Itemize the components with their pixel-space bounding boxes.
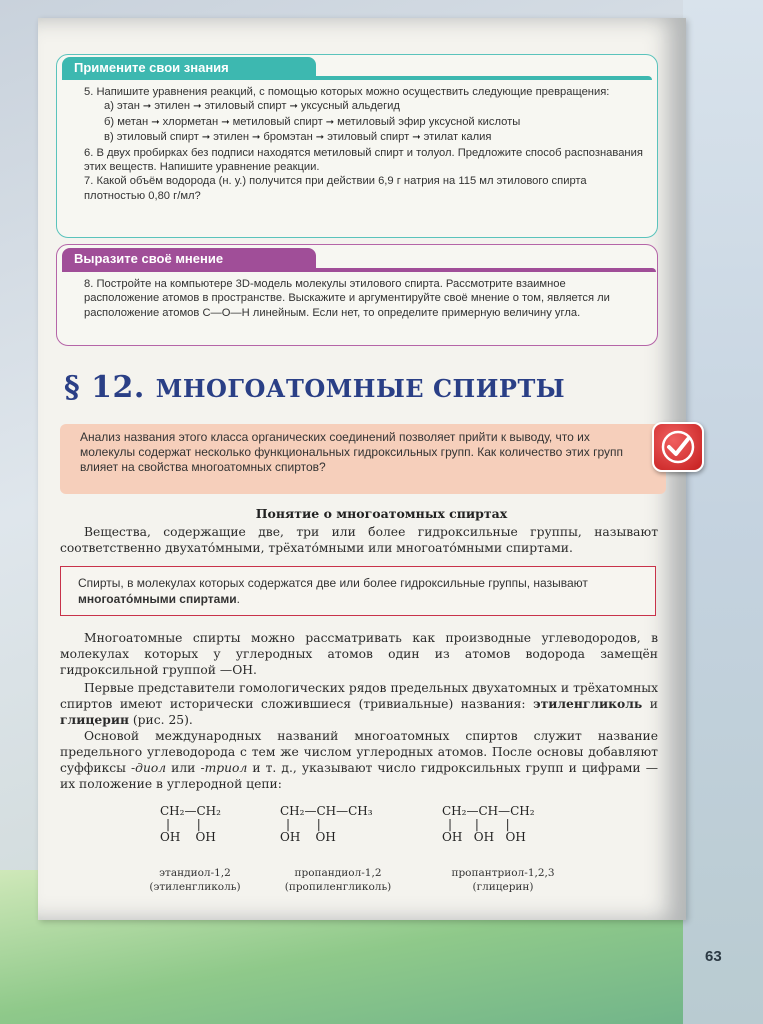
definition-text bbox=[78, 575, 644, 607]
definition-term: многоато́мными спиртами bbox=[78, 592, 237, 606]
arrow-right-icon: ➞ bbox=[325, 116, 335, 128]
question-5: 5. Напишите уравнения реакций, с помощью которых можно осуществить следующие превращения: bbox=[84, 86, 610, 98]
suffix-diol: -диол bbox=[131, 761, 167, 775]
formula-caption-2 bbox=[278, 866, 398, 894]
formula-propanetriol bbox=[442, 804, 535, 844]
chain-b bbox=[84, 115, 644, 130]
formula-name: этандиол-1,2 bbox=[159, 867, 231, 879]
formula-trivial: (глицерин) bbox=[472, 881, 534, 893]
question-6: 6. В двух пробирках без подписи находятся метиловый спирт и толуол. Предложите способ распознавания этих веществ. Напишите уравнение реакции. bbox=[84, 146, 643, 174]
subheading: Понятие о многоатомных спиртах bbox=[255, 506, 508, 521]
formula-bottom: OH OH OH bbox=[442, 830, 526, 844]
paragraph-3 bbox=[60, 680, 658, 728]
intro-text: Анализ названия этого класса органических соединений позволяет прийти к выводу, что их молекулы содержат несколько функциональных гидроксильных групп. Как количество этих групп влияет на свойства многоатомных спиртов? bbox=[80, 430, 623, 474]
formula-name: пропандиол-1,2 bbox=[294, 867, 382, 879]
opinion-tab: Выразите своё мнение bbox=[62, 248, 316, 270]
paragraph-2: Многоатомные спирты можно рассматривать как производные углеводородов, в молекулах которых у углеродных атомов один из атомов водорода замещён гидроксильной группой —ОН. bbox=[60, 631, 658, 677]
chain-item: этилат калия bbox=[423, 131, 492, 144]
formula-trivial: (пропиленгликоль) bbox=[284, 881, 392, 893]
formula-name: пропантриол-1,2,3 bbox=[451, 867, 555, 879]
chain-item: этилен bbox=[154, 100, 191, 113]
page-number: 63 bbox=[705, 948, 722, 965]
p4-mid: или bbox=[166, 761, 201, 775]
section-title bbox=[64, 370, 565, 405]
formula-propanediol bbox=[280, 804, 373, 844]
p3-pre: Первые представители гомологических рядов предельных двухатомных и трёхатомных спиртов имеют исторически сложившиеся (тривиальные) названия: bbox=[60, 681, 658, 711]
chain-item: б) метан bbox=[104, 115, 149, 128]
chain-item: в) этиловый спирт bbox=[104, 131, 199, 144]
term-ethylene-glycol: этиленгликоль bbox=[533, 696, 643, 711]
formula-bonds: | | bbox=[286, 817, 321, 831]
chain-a bbox=[84, 99, 644, 114]
formula-bonds: | | bbox=[166, 817, 201, 831]
apply-knowledge-text bbox=[84, 85, 644, 203]
apply-knowledge-tab: Примените свои знания bbox=[62, 57, 316, 79]
arrow-right-icon: ➞ bbox=[151, 116, 160, 128]
formula-bonds: | | | bbox=[448, 817, 510, 831]
chain-item: метиловый спирт bbox=[232, 115, 323, 128]
formula-bottom: OH OH bbox=[280, 830, 336, 844]
chain-item: этилен bbox=[213, 131, 249, 144]
formula-top: CH₂—CH—CH₂ bbox=[442, 804, 535, 818]
p3-post: (рис. 25). bbox=[128, 713, 193, 727]
formula-ethanediol bbox=[160, 804, 221, 844]
chain-item: метиловый эфир уксусной кислоты bbox=[337, 115, 521, 128]
arrow-right-icon: ➞ bbox=[412, 132, 421, 144]
paragraph-4 bbox=[60, 728, 658, 792]
chain-c bbox=[84, 130, 644, 145]
arrow-right-icon: ➞ bbox=[201, 132, 211, 144]
arrow-right-icon: ➞ bbox=[193, 101, 202, 113]
arrow-right-icon: ➞ bbox=[252, 132, 261, 144]
suffix-triol: -триол bbox=[200, 761, 248, 775]
chain-item: этиловый спирт bbox=[204, 100, 287, 113]
p4-pre: Основой международных названий многоатомных спиртов служит название предельного углеводорода с тем же числом углеродных атомов. После основы добавляют суффиксы bbox=[60, 729, 658, 775]
paragraph-1: Вещества, содержащие две, три или более гидроксильные группы, называют соответственно двухато́мными, трёхато́мными или многоато́мными спиртами. bbox=[60, 525, 658, 555]
arrow-right-icon: ➞ bbox=[142, 101, 152, 113]
p3-mid: и bbox=[642, 697, 658, 711]
chain-item: этиловый спирт bbox=[327, 131, 410, 144]
arrow-right-icon: ➞ bbox=[221, 116, 230, 128]
chain-item: уксусный альдегид bbox=[300, 100, 400, 113]
check-mark-icon bbox=[652, 422, 704, 472]
section-number: § 12. bbox=[64, 370, 145, 405]
p4-post: и т. д., указывают число гидроксильных групп и цифрами — их положение в углеродной цепи: bbox=[60, 761, 658, 791]
term-glycerin: глицерин bbox=[60, 712, 129, 727]
section-name: МНОГОАТОМНЫЕ СПИРТЫ bbox=[155, 374, 566, 403]
opinion-bar bbox=[62, 268, 656, 272]
formula-caption-1 bbox=[140, 866, 250, 894]
formula-top: CH₂—CH₂ bbox=[160, 804, 221, 818]
formula-bottom: OH OH bbox=[160, 830, 216, 844]
formula-trivial: (этиленгликоль) bbox=[149, 881, 241, 893]
question-7: 7. Какой объём водорода (н. у.) получится при действии 6,9 г натрия на 115 мл этилового спирта плотностью 0,80 г/мл? bbox=[84, 175, 587, 202]
apply-knowledge-bar bbox=[62, 76, 652, 80]
chain-item: бромэтан bbox=[263, 131, 313, 144]
formula-caption-3 bbox=[438, 866, 568, 894]
arrow-right-icon: ➞ bbox=[289, 101, 298, 113]
formula-top: CH₂—CH—CH₃ bbox=[280, 804, 373, 818]
arrow-right-icon: ➞ bbox=[315, 132, 325, 144]
chain-item: хлорметан bbox=[162, 115, 219, 128]
question-8: 8. Постройте на компьютере 3D-модель молекулы этилового спирта. Рассмотрите взаимное расположение атомов в пространстве. Выскажите и аргументируйте своё мнение о том, является ли расположение атомов С—О—Н линейным. Если нет, то определите примерную величину угла. bbox=[84, 278, 610, 319]
definition-post: . bbox=[236, 592, 240, 606]
definition-pre: Спирты, в молекулах которых содержатся две или более гидроксильные группы, называют bbox=[78, 576, 588, 590]
chain-item: а) этан bbox=[104, 100, 140, 113]
